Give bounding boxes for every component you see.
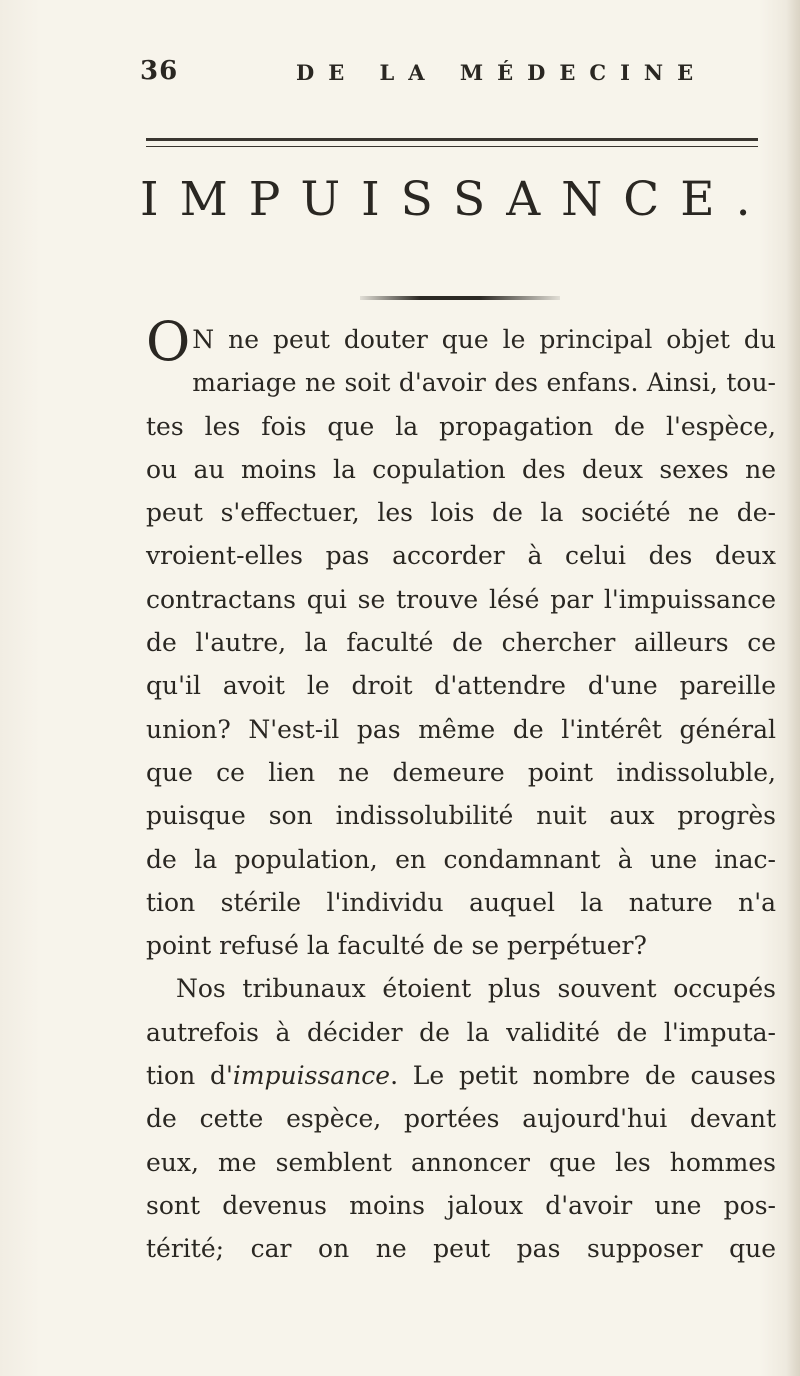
text-line: peut s'effectuer, les lois de la société ne de- xyxy=(146,498,776,528)
body-text xyxy=(146,310,776,1271)
text-line: de la population, en condamnant à une inac- xyxy=(146,844,776,874)
page-edge-shadow xyxy=(786,0,800,1376)
text-line: O N ne peut douter que le principal objet du xyxy=(146,310,776,373)
text-line: térité; car on ne peut pas supposer que xyxy=(146,1234,776,1264)
running-head-title: DE LA MÉDECINE xyxy=(296,60,708,85)
italic-term: impuissance xyxy=(232,1061,391,1091)
first-word-rest: N xyxy=(192,325,215,354)
text-line: vroient-elles pas accorder à celui des deux xyxy=(146,541,776,571)
text-line: de cette espèce, portées aujourd'hui devant xyxy=(146,1104,776,1134)
page-number: 36 xyxy=(140,56,179,86)
ornament-rule xyxy=(360,296,560,300)
text-line: autrefois à décider de la validité de l'imputa- xyxy=(146,1017,776,1047)
text-line: tes les fois que la propagation de l'espèce, xyxy=(146,411,776,441)
text-line: tion d'impuissance. Le petit nombre de causes xyxy=(146,1061,776,1091)
drop-cap: O xyxy=(146,310,191,373)
text-line: union? N'est-il pas même de l'intérêt général xyxy=(146,714,776,744)
running-head xyxy=(140,56,760,96)
paragraph-1 xyxy=(146,310,776,967)
section-title: IMPUISSANCE. xyxy=(140,172,772,227)
text-line: qu'il avoit le droit d'attendre d'une pareille xyxy=(146,671,776,701)
text-line: ou au moins la copulation des deux sexes ne xyxy=(146,454,776,484)
text-line: tion stérile l'individu auquel la nature n'a xyxy=(146,887,776,917)
text-line: Nos tribunaux étoient plus souvent occupés xyxy=(176,974,776,1004)
text-line: mariage ne soit d'avoir des enfans. Ainsi, tou- xyxy=(192,368,776,398)
text-line: de l'autre, la faculté de chercher ailleurs ce xyxy=(146,628,776,658)
header-double-rule xyxy=(146,138,758,147)
text-line: puisque son indissolubilité nuit aux progrès xyxy=(146,801,776,831)
text-line: que ce lien ne demeure point indissoluble, xyxy=(146,757,776,787)
text-line: eux, me semblent annoncer que les hommes xyxy=(146,1147,776,1177)
paragraph-2 xyxy=(146,967,776,1270)
text-line: sont devenus moins jaloux d'avoir une pos- xyxy=(146,1190,776,1220)
text-line: contractans qui se trouve lésé par l'impuissance xyxy=(146,584,776,614)
text-line: point refusé la faculté de se perpétuer? xyxy=(146,931,647,961)
